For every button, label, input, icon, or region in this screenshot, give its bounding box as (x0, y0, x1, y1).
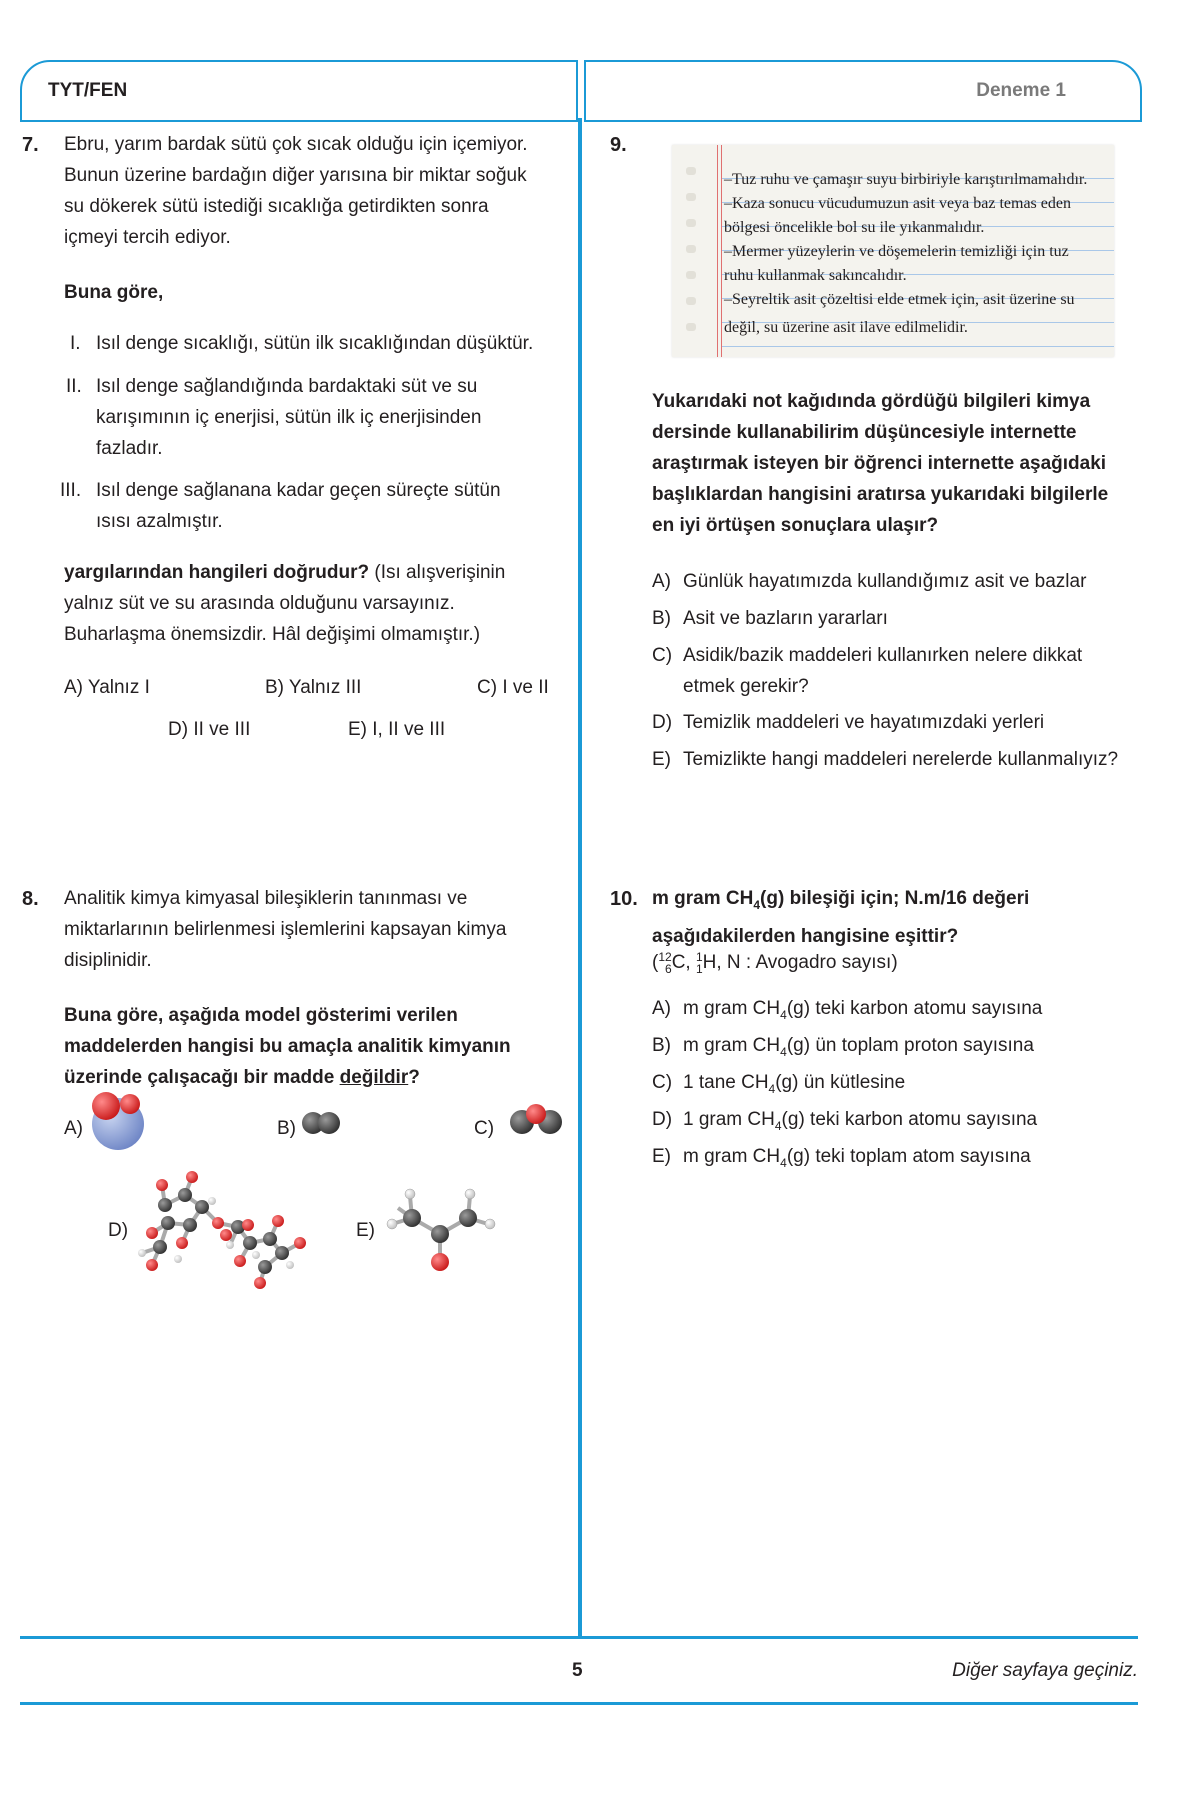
note-line: –Mermer yüzeylerin ve döşemelerin temizliği için tuz (724, 243, 1069, 260)
note-line: –Kaza sonucu vücudumuzun asit veya baz temas eden (724, 195, 1071, 212)
q10-option-text: m gram CH (683, 1035, 781, 1056)
q10-option-text: 1 tane CH (683, 1072, 769, 1093)
q10-ask (652, 883, 1029, 952)
note-line: –Tuz ruhu ve çamaşır suyu birbiriyle karıştırılmamalıdır. (724, 171, 1088, 188)
q9-ask-line: başlıklardan hangisini aratırsa yukarıdaki bilgilerle (652, 484, 1109, 505)
q8-stem-line: Analitik kimya kimyasal bileşiklerin tanınması ve (64, 888, 468, 909)
q8-ask-line: maddelerden hangisi bu amaçla analitik kimyanın (64, 1036, 511, 1057)
q9-option-label: D) (652, 712, 673, 733)
q10-option-label: A) (652, 998, 671, 1019)
q10-option-sub: 4 (780, 1155, 787, 1170)
q7-stem-line: içmeyi tercih ediyor. (64, 227, 231, 248)
q10-option-sub: 4 (780, 1007, 787, 1022)
q10-number: 10. (610, 888, 638, 910)
q7-item-1-num: I. (70, 333, 81, 354)
molecule-e-icon[interactable] (384, 1180, 510, 1290)
exam-title: TYT/FEN (48, 80, 128, 101)
q10-option-label: B) (652, 1035, 671, 1056)
q7-stem-line: Ebru, yarım bardak sütü çok sıcak olduğu için içemiyor. (64, 134, 528, 155)
q8-ask-line: üzerinde çalışacağı bir madde (64, 1067, 340, 1088)
q10-element: C, (671, 952, 696, 973)
q9-option-text: etmek gerekir? (683, 676, 809, 697)
q10-option-text: (g) teki karbon atomu sayısına (781, 1109, 1038, 1130)
q10-option-text: (g) teki toplam atom sayısına (786, 1146, 1031, 1167)
page-number: 5 (572, 1660, 583, 1681)
header-right-box (584, 60, 1142, 122)
q10-option-text: m gram CH (683, 998, 781, 1019)
q8-option-c-label[interactable]: C) (474, 1118, 495, 1139)
q7-stem (64, 129, 528, 253)
q10-option-d[interactable] (652, 1104, 1038, 1135)
q10-option-label: D) (652, 1109, 673, 1130)
note-paper (672, 145, 1114, 357)
q7-ask-rest: (Isı alışverişinin (369, 562, 506, 583)
q8-stem-line: miktarlarının belirlenmesi işlemlerini kapsayan kimya (64, 919, 507, 940)
q10-option-e[interactable] (652, 1141, 1031, 1172)
note-line: değil, su üzerine asit ilave edilmelidir. (724, 319, 968, 336)
q10-ask-line: aşağıdakilerden hangisine eşittir? (652, 925, 959, 947)
note-margin-line (717, 145, 718, 357)
footer-bottom-rule (20, 1702, 1138, 1705)
q7-ask-line: Buharlaşma önemsizdir. Hâl değişimi olmamıştır.) (64, 624, 481, 645)
q7-stem-line: su dökerek sütü istediği sıcaklığa getirdikten sonra (64, 196, 489, 217)
q9-option-d[interactable] (652, 707, 1045, 738)
q10-ask-text: (g) bileşiği için; N.m/16 değeri (760, 888, 1030, 909)
q9-ask-line: dersinde kullanabilirim düşüncesiyle internette (652, 422, 1077, 443)
q9-option-label: E) (652, 749, 671, 770)
q8-ask-end: ? (408, 1067, 420, 1088)
q10-option-label: C) (652, 1072, 673, 1093)
q10-option-sub: 4 (768, 1081, 776, 1096)
q10-mass-number: 1 (695, 949, 703, 964)
molecule-b-icon[interactable] (300, 1108, 344, 1138)
q10-option-a[interactable] (652, 993, 1043, 1024)
q10-given-paren: ( (652, 952, 659, 973)
q10-atomic-number: 6 (665, 961, 672, 976)
note-margin-line (721, 145, 722, 357)
q7-item-line: Isıl denge sağlandığında bardaktaki süt ve su (96, 376, 478, 397)
q7-item-line: ısısı azalmıştır. (96, 511, 223, 532)
footer-top-rule (20, 1636, 1138, 1639)
q9-ask (652, 386, 1108, 541)
q9-option-a[interactable] (652, 566, 1087, 597)
q10-option-text: (g) ün kütlesine (775, 1072, 906, 1093)
q8-ask (64, 1000, 511, 1093)
q8-stem (64, 883, 506, 976)
q7-option-a[interactable]: A) Yalnız I (64, 677, 150, 698)
column-divider (578, 118, 582, 1638)
q10-mass-number: 12 (658, 949, 672, 964)
q7-stem-line: Bunun üzerine bardağın diğer yarısına bir miktar soğuk (64, 165, 527, 186)
q10-element: H, N : Avogadro sayısı) (702, 952, 898, 973)
note-line: ruhu kullanmak sakıncalıdır. (724, 267, 907, 284)
q8-ask-underlined: değildir (339, 1067, 409, 1088)
q7-lead: Buna göre, (64, 282, 164, 303)
q7-option-d[interactable]: D) II ve III (168, 719, 251, 740)
q10-option-sub: 4 (774, 1118, 782, 1133)
note-line: bölgesi öncelikle bol su ile yıkanmalıdır. (724, 219, 985, 236)
q7-number: 7. (22, 134, 39, 156)
q10-atomic-number: 1 (695, 961, 703, 976)
q7-item-line: karışımının iç enerjisi, sütün ilk iç enerjisinden (96, 407, 482, 428)
q8-option-a-label[interactable]: A) (64, 1118, 83, 1139)
header-left-box (20, 60, 578, 122)
q10-option-c[interactable] (652, 1067, 906, 1098)
q10-ask-text: m gram CH (652, 888, 754, 909)
q9-ask-line: araştırmak isteyen bir öğrenci internette aşağıdaki (652, 453, 1107, 474)
q8-number: 8. (22, 888, 39, 910)
q7-item-line: Isıl denge sağlanana kadar geçen süreçte sütün (96, 480, 501, 501)
q7-option-e[interactable]: E) I, II ve III (348, 719, 446, 740)
q7-ask-bold: yargılarından hangileri doğrudur? (64, 562, 370, 583)
q10-option-sub: 4 (780, 1044, 787, 1059)
molecule-d-icon[interactable] (130, 1165, 320, 1295)
q9-option-text: Günlük hayatımızda kullandığımız asit ve bazlar (683, 571, 1087, 592)
q9-option-label: B) (652, 608, 671, 629)
exam-subtitle: Deneme 1 (976, 80, 1066, 101)
q7-ask (64, 557, 505, 650)
q9-option-text: Asidik/bazik maddeleri kullanırken nelere dikkat (683, 645, 1083, 666)
q9-option-b[interactable] (652, 603, 888, 634)
note-line: –Seyreltik asit çözeltisi elde etmek için, asit üzerine su (724, 291, 1075, 308)
q7-option-b[interactable]: B) Yalnız III (265, 677, 362, 698)
q8-option-d-label[interactable]: D) (108, 1220, 129, 1241)
molecule-c-icon[interactable] (508, 1100, 564, 1140)
q9-option-label: C) (652, 645, 673, 666)
q7-item-3 (96, 475, 501, 537)
q9-option-text: Temizlikte hangi maddeleri nerelerde kullanmalıyız? (683, 749, 1119, 770)
q10-option-text: m gram CH (683, 1146, 781, 1167)
q9-option-text: Asit ve bazların yararları (683, 608, 888, 629)
q9-option-c[interactable] (652, 640, 1083, 697)
q9-ask-line: Yukarıdaki not kağıdında gördüğü bilgileri kimya (652, 391, 1091, 412)
q7-item-2 (96, 371, 481, 464)
q7-item-line: fazladır. (96, 438, 163, 459)
q7-item-1 (96, 328, 533, 359)
q9-number: 9. (610, 134, 627, 156)
q7-item-line: Isıl denge sıcaklığı, sütün ilk sıcaklığından düşüktür. (96, 333, 534, 354)
q10-option-b[interactable] (652, 1030, 1034, 1061)
q10-option-text: (g) teki karbon atomu sayısına (786, 998, 1043, 1019)
q10-option-text: (g) ün toplam proton sayısına (786, 1035, 1034, 1056)
q10-option-label: E) (652, 1146, 671, 1167)
q9-option-label: A) (652, 571, 671, 592)
q7-item-2-num: II. (66, 376, 82, 397)
q9-ask-line: en iyi örtüşen sonuçlara ulaşır? (652, 515, 939, 536)
q10-given (652, 947, 898, 978)
q7-ask-line: yalnız süt ve su arasında olduğunu varsayınız. (64, 593, 455, 614)
q7-option-c[interactable]: C) I ve II (477, 677, 549, 698)
q9-option-e[interactable] (652, 744, 1119, 775)
q8-option-e-label[interactable]: E) (356, 1220, 375, 1241)
q9-option-text: Temizlik maddeleri ve hayatımızdaki yerleri (683, 712, 1045, 733)
q7-item-3-num: III. (60, 480, 82, 501)
q8-option-b-label[interactable]: B) (277, 1118, 296, 1139)
molecule-a-icon[interactable] (80, 1086, 160, 1156)
q8-stem-line: disiplinidir. (64, 950, 152, 971)
q10-option-text: 1 gram CH (683, 1109, 775, 1130)
q8-ask-line: Buna göre, aşağıda model gösterimi verilen (64, 1005, 458, 1026)
q10-ask-sub: 4 (753, 897, 761, 912)
next-page-note: Diğer sayfaya geçiniz. (952, 1660, 1138, 1681)
